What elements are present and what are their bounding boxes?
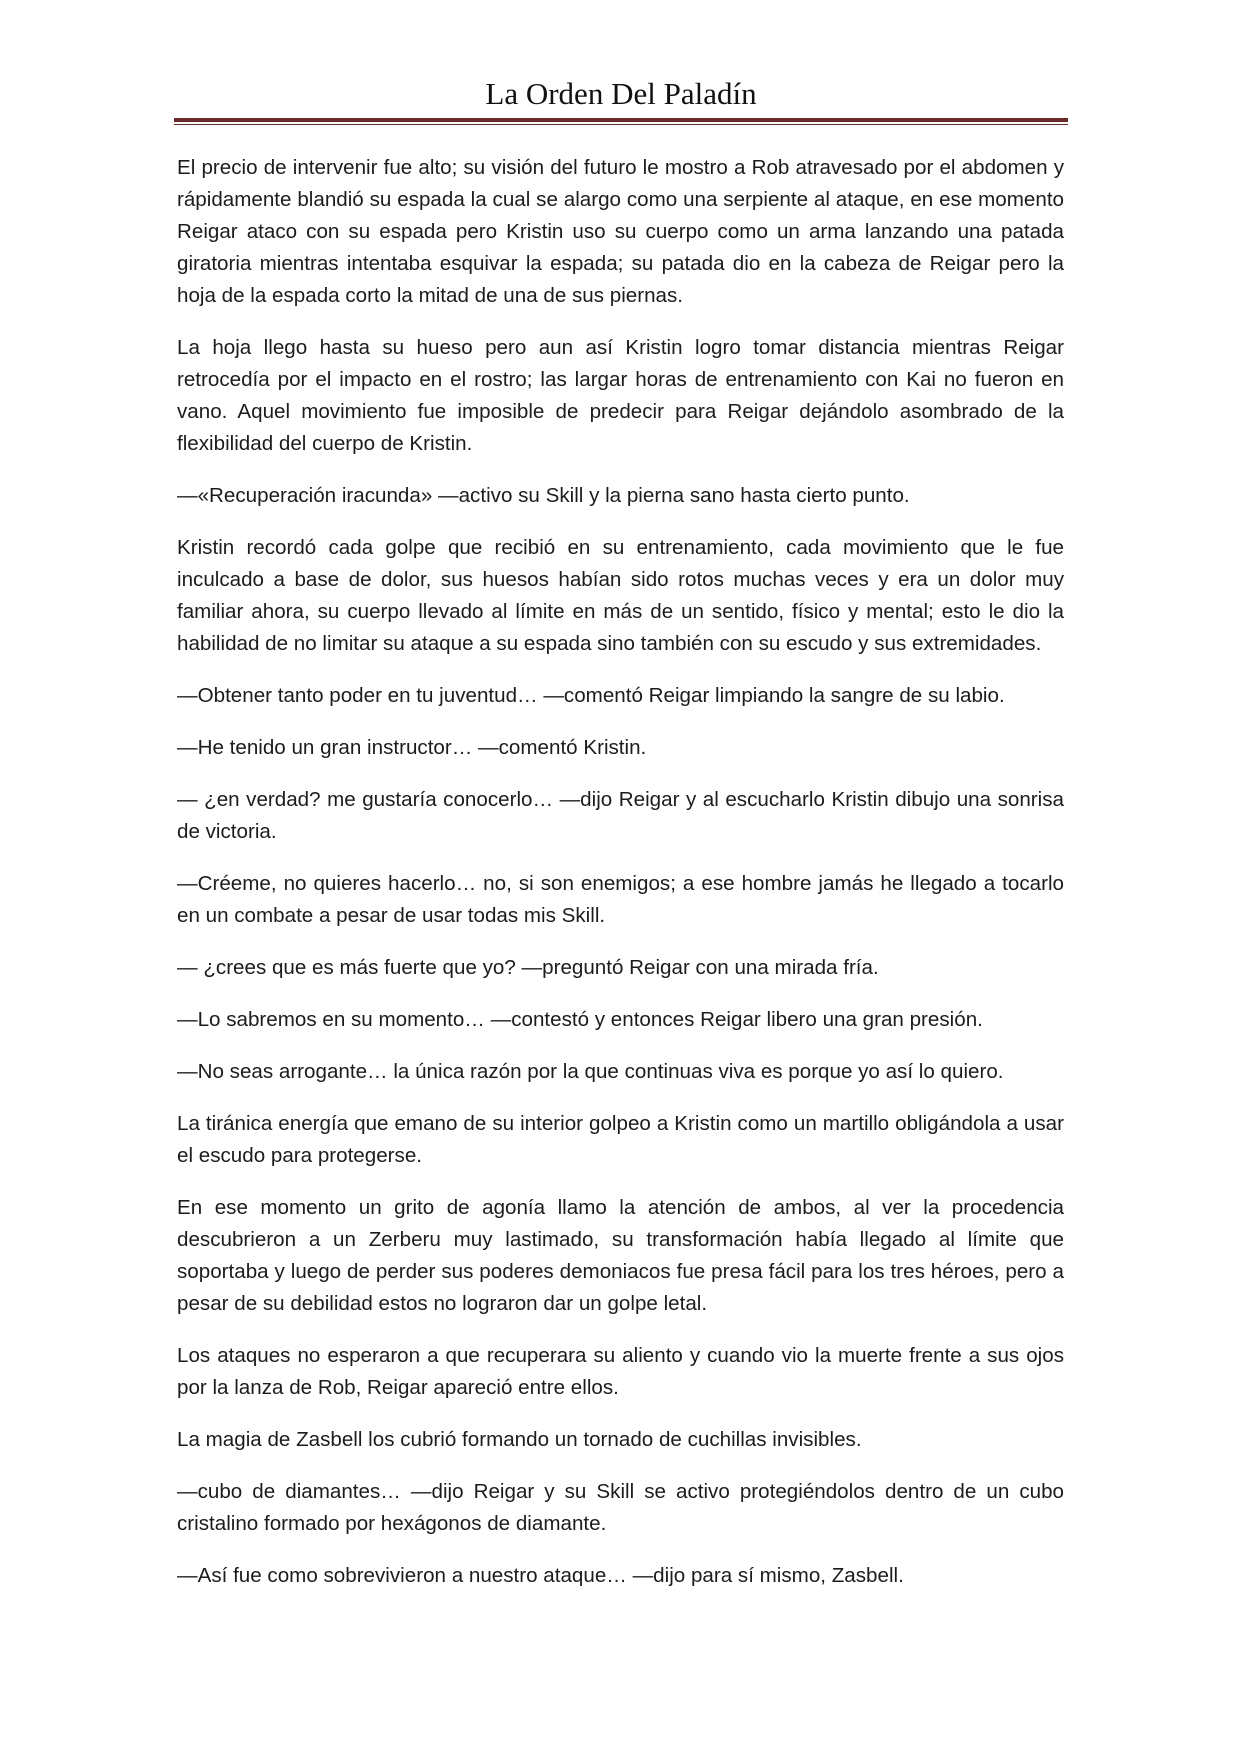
header-rule-thick bbox=[174, 118, 1068, 122]
paragraph: —cubo de diamantes… —dijo Reigar y su Skill se activo protegiéndolos dentro de un cubo cristalino formado por hexágonos de diamante. bbox=[177, 1480, 1064, 1535]
paragraph: La tiránica energía que emano de su interior golpeo a Kristin como un martillo obligándola a usar el escudo para protegerse. bbox=[177, 1112, 1064, 1167]
paragraph: — ¿crees que es más fuerte que yo? —preguntó Reigar con una mirada fría. bbox=[177, 956, 879, 979]
paragraph: —Así fue como sobrevivieron a nuestro ataque… —dijo para sí mismo, Zasbell. bbox=[177, 1564, 904, 1587]
header-rule-thin bbox=[174, 124, 1068, 125]
paragraph: La magia de Zasbell los cubrió formando un tornado de cuchillas invisibles. bbox=[177, 1428, 862, 1451]
paragraph: —Lo sabremos en su momento… —contestó y entonces Reigar libero una gran presión. bbox=[177, 1008, 983, 1031]
paragraph: —Obtener tanto poder en tu juventud… —comentó Reigar limpiando la sangre de su labio. bbox=[177, 684, 1005, 707]
paragraph: —He tenido un gran instructor… —comentó Kristin. bbox=[177, 736, 647, 759]
paragraph: Kristin recordó cada golpe que recibió en su entrenamiento, cada movimiento que le fue inculcado a base de dolor, sus huesos habían sido rotos muchas veces y era un dolor muy familiar ahora, su cuerpo llevado al límite en más de un sentido, físico y mental; esto le dio la habilidad de no limitar su ataque a su espada sino también con su escudo y sus extremidades. bbox=[177, 536, 1064, 655]
paragraph: En ese momento un grito de agonía llamo la atención de ambos, al ver la procedencia descubrieron a un Zerberu muy lastimado, su transformación había llegado al límite que soportaba y luego de perder sus poderes demoniacos fue presa fácil para los tres héroes, pero a pesar de su debilidad estos no lograron dar un golpe letal. bbox=[177, 1196, 1064, 1315]
paragraph: —«Recuperación iracunda» —activo su Skill y la pierna sano hasta cierto punto. bbox=[177, 484, 910, 507]
paragraph: — ¿en verdad? me gustaría conocerlo… —dijo Reigar y al escucharlo Kristin dibujo una sonrisa de victoria. bbox=[177, 788, 1064, 843]
paragraph: —Créeme, no quieres hacerlo… no, si son enemigos; a ese hombre jamás he llegado a tocarlo en un combate a pesar de usar todas mis Skill. bbox=[177, 872, 1064, 927]
page-title: La Orden Del Paladín bbox=[485, 76, 757, 111]
paragraph: La hoja llego hasta su hueso pero aun así Kristin logro tomar distancia mientras Reigar retrocedía por el impacto en el rostro; las largar horas de entrenamiento con Kai no fueron en vano. Aquel movimiento fue imposible de predecir para Reigar dejándolo asombrado de la flexibilidad del cuerpo de Kristin. bbox=[177, 336, 1064, 455]
paragraph: El precio de intervenir fue alto; su visión del futuro le mostro a Rob atravesado por el abdomen y rápidamente blandió su espada la cual se alargo como una serpiente al ataque, en ese momento Reigar ataco con su espada pero Kristin uso su cuerpo como un arma lanzando una patada giratoria mientras intentaba esquivar la espada; su patada dio en la cabeza de Reigar pero la hoja de la espada corto la mitad de una de sus piernas. bbox=[177, 156, 1064, 307]
paragraph: —No seas arrogante… la única razón por la que continuas viva es porque yo así lo quiero. bbox=[177, 1060, 1004, 1083]
paragraph: Los ataques no esperaron a que recuperara su aliento y cuando vio la muerte frente a sus ojos por la lanza de Rob, Reigar apareció entre ellos. bbox=[177, 1344, 1064, 1399]
body-text bbox=[177, 152, 1064, 1612]
